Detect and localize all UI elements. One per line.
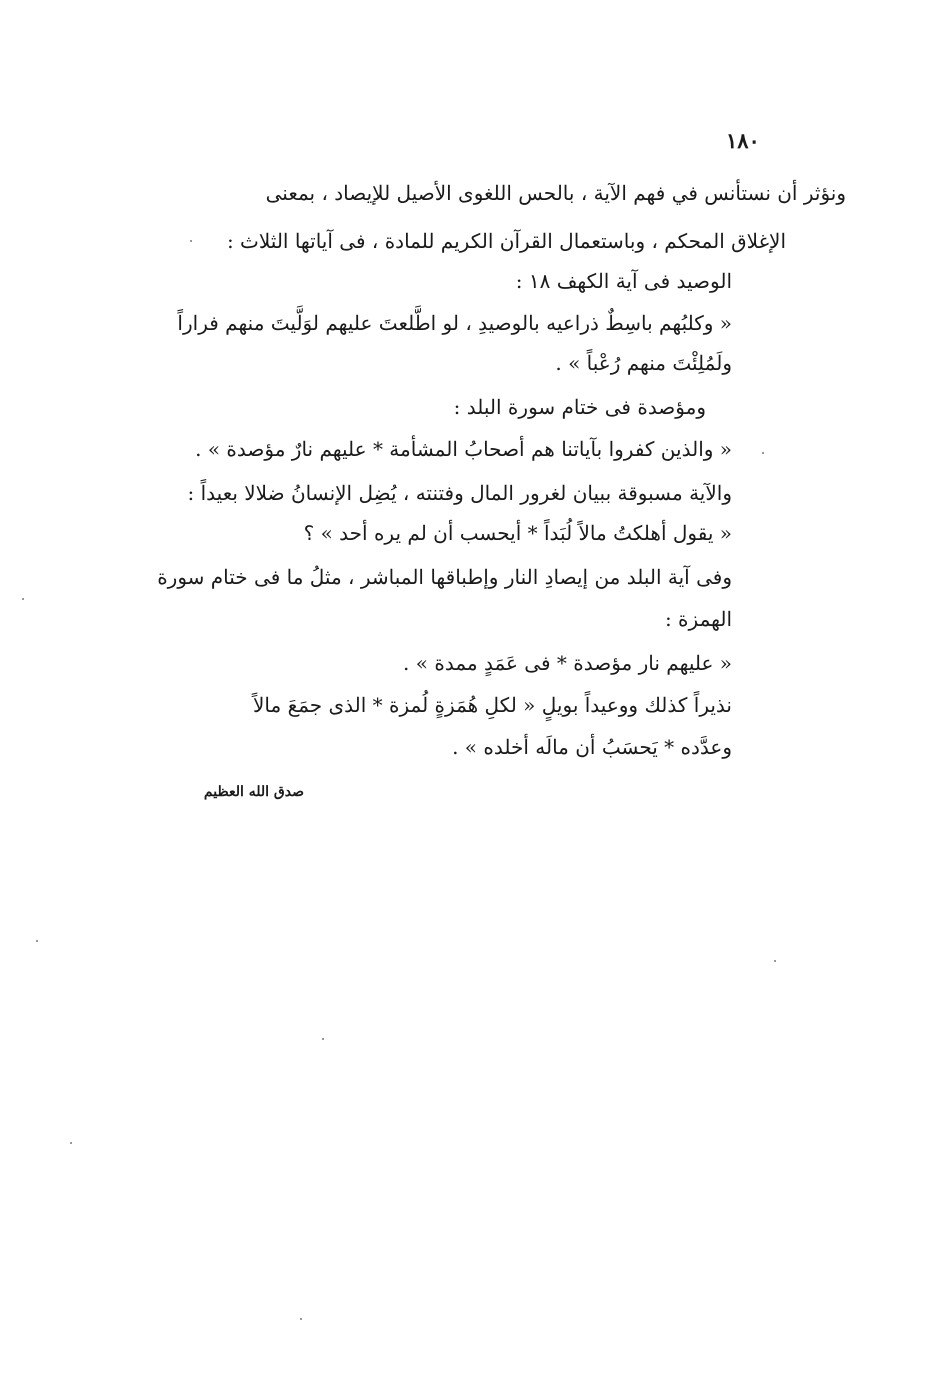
page-number: ١٨٠ xyxy=(726,128,760,153)
quote-line: « عليهم نار مؤصدة * فى عَمَدٍ ممدة » . xyxy=(403,651,732,675)
scan-speck xyxy=(300,1318,302,1320)
text-line: ونؤثر أن نستأنس في فهم الآية ، بالحس اللغوى الأصيل للإيصاد ، بمعنى xyxy=(265,181,846,205)
text-line: الوصيد فى آية الكهف ١٨ : xyxy=(515,269,732,293)
text-line: نذيراً كذلك ووعيداً بويلٍ « لكلِ هُمَزةٍ لُمزة * الذى جمَعَ مالاً xyxy=(253,693,732,717)
quote-line: ولَمُلِئْتَ منهم رُعْباً » . xyxy=(555,351,732,375)
scan-speck xyxy=(774,960,776,962)
scan-speck xyxy=(190,240,192,242)
quote-line: « والذين كفروا بآياتنا هم أصحابُ المشأمة * عليهم نارٌ مؤصدة » . xyxy=(195,437,732,461)
text-line: وعدَّده * يَحسَبُ أن مالَه أخلده » . xyxy=(452,735,732,759)
text-line: والآية مسبوقة ببيان لغرور المال وفتنته ، يُضِل الإنسانُ ضلالا بعيداً : xyxy=(187,481,732,505)
closing-phrase: صدق الله العظيم xyxy=(203,784,304,800)
scan-speck xyxy=(322,1038,324,1040)
text-line: وفى آية البلد من إيصادِ النار وإطباقها المباشر ، مثلُ ما فى ختام سورة xyxy=(157,565,732,589)
scan-speck xyxy=(22,598,24,600)
scan-speck xyxy=(762,452,764,454)
text-line: الهمزة : xyxy=(664,607,732,631)
scan-speck xyxy=(70,1142,72,1144)
quote-line: « يقول أهلكتُ مالاً لُبَداً * أيحسب أن لم يره أحد » ؟ xyxy=(303,521,732,545)
quote-line: « وكلبُهم باسِطٌ ذراعيه بالوصيدِ ، لو اطَّلعتَ عليهم لوَلَّيتَ منهم فراراً xyxy=(177,311,732,335)
scan-speck xyxy=(36,940,38,942)
text-line: الإغلاق المحكم ، وباستعمال القرآن الكريم للمادة ، فى آياتها الثلاث : xyxy=(226,229,786,253)
text-line: ومؤصدة فى ختام سورة البلد : xyxy=(453,395,706,419)
